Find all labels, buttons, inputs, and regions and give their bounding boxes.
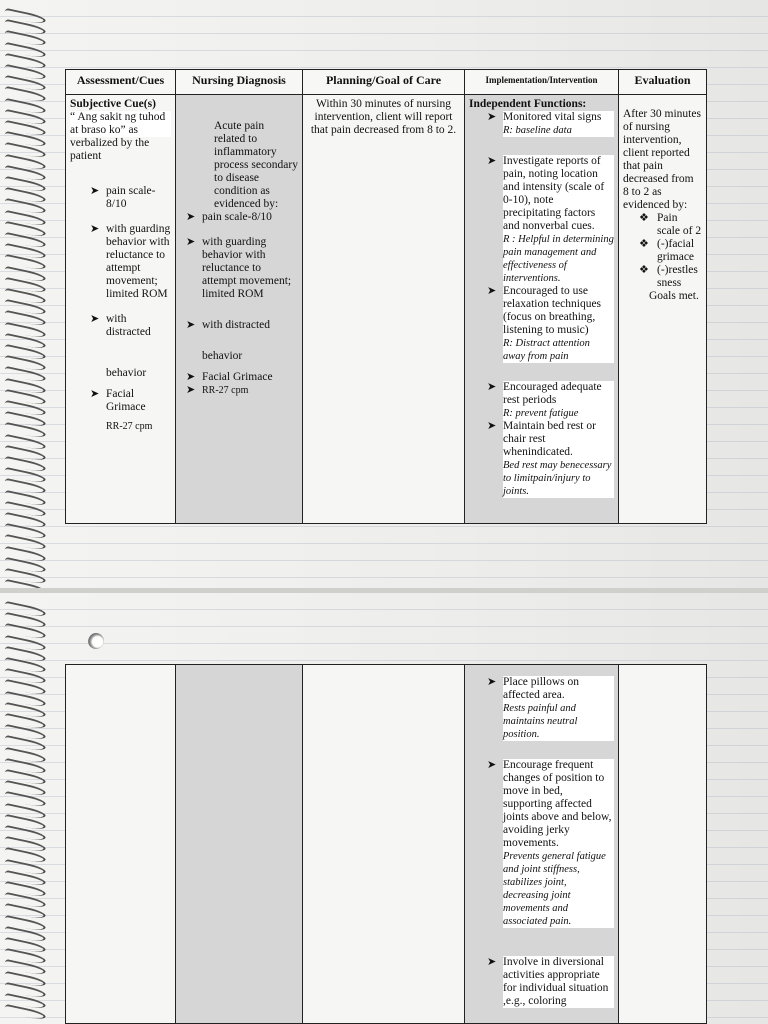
list-item [485,420,614,498]
cue-text: with distracted [106,313,151,338]
list-item: ❖ (-)restlessness [639,264,702,290]
planning-cell-empty [303,665,465,1024]
intervention-action: ➤ Encouraged adequate rest periods [503,381,614,407]
evaluation-list [639,212,702,290]
list-item [485,956,614,1008]
list-item: ❖ (-)facial grimace [639,238,702,264]
list-item [485,759,614,928]
assessment-cell-empty [66,665,176,1024]
spiral-binding [0,593,48,1024]
intervention-rationale: Prevents general fatigue and joint stiffness, stabilizes joint, decreasing joint movements and associated pain. [503,850,614,928]
intervention-action: ➤ Monitored vital signs [503,111,614,124]
header-diagnosis: Nursing Diagnosis [176,70,303,95]
list-item: ➤ pain scale-8/10 [184,211,298,224]
intervention-rationale: R: baseline data [503,124,614,137]
evaluation-cell [619,95,707,524]
diagnosis-text: behavior [202,350,243,362]
list-item: ❖ Pain scale of 2 [639,212,702,238]
intervention-rationale: Bed rest may benecessary to limitpain/injury to joints. [503,459,614,498]
table-header-row [66,70,707,95]
punch-hole [88,633,104,649]
independent-functions-title: Independent Functions: [469,98,587,110]
list-item [88,313,171,380]
list-item [485,111,614,137]
cue-text: behavior [106,367,147,379]
intervention-action: ➤ Involve in diversional activities appropriate for individual situation ,e.g., coloring [503,956,614,1008]
ncp-table [65,69,707,524]
list-item: ➤ Facial Grimace [184,371,298,384]
assessment-cue-list [88,185,171,414]
list-item [485,676,614,741]
intervention-action: ➤ Place pillows on affected area. [503,676,614,702]
subjective-cue-title: Subjective Cue(s) [70,98,156,110]
header-implementation: Implementation/Intervention [465,70,619,95]
implementation-cell-continued [465,665,619,1024]
list-item [485,155,614,285]
list-item: ➤ Facial Grimace [88,388,171,414]
intervention-action: ➤ Encouraged to use relaxation techniques (focus on breathing, listening to music) [503,285,614,337]
list-item [184,319,298,363]
intervention-list-continued [485,676,614,1008]
diagnosis-cell-empty [176,665,303,1024]
planning-cell [303,95,465,524]
evaluation-cell-empty [619,665,707,1024]
evaluation-result: Goals met. [649,290,699,302]
patient-quote: “ Ang sakit ng tuhod at braso ko” as [70,111,171,137]
verbalized-text: verbalized by the patient [70,137,150,162]
intervention-action: ➤ Encourage frequent changes of position to move in bed, supporting affected joints above and below, avoiding jerky movements. [503,759,614,850]
assessment-cell [66,95,176,524]
list-item: ➤ pain scale-8/10 [88,185,171,211]
intervention-rationale: R: prevent fatigue [503,407,614,420]
list-item [485,381,614,420]
ncp-table-continued [65,664,707,1024]
list-item: ➤ with guarding behavior with reluctance to attempt movement; limited ROM [184,236,298,301]
planning-text: Within 30 minutes of nursing intervention, client will report that pain decreased from 8 to 2. [310,98,457,136]
intervention-rationale: R: Distract attention away from pain [503,337,614,363]
list-item [485,285,614,363]
list-item: ➤ with guarding behavior with reluctance to attempt movement; limited ROM [88,223,171,301]
diagnosis-cell [176,95,303,524]
diagnosis-intro: Acute pain related to inflammatory process secondary to disease condition as evidenced by: [214,120,298,210]
intervention-rationale: R : Helpful in determining pain management and effectiveness of interventions. [503,234,614,284]
implementation-cell [465,95,619,524]
table-row [66,95,707,524]
intervention-action: ➤ Maintain bed rest or chair rest whenindicated. [503,420,614,459]
header-evaluation: Evaluation [619,70,707,95]
list-item: ➤ RR-27 cpm [184,384,298,397]
table-row [66,665,707,1024]
rr-text: RR-27 cpm [106,421,153,432]
diagnosis-text: with distracted [202,319,271,331]
spiral-binding [0,0,48,590]
intervention-rationale: Rests painful and maintains neutral position. [503,702,614,741]
evaluation-intro: After 30 minutes of nursing intervention, client reported that pain decreased from 8 to 2 as evidenced by: [623,108,701,211]
intervention-action: ➤ Investigate reports of pain, noting location and intensity (scale of 0-10), note precipitating factors and nonverbal cues. [503,155,614,233]
header-planning: Planning/Goal of Care [303,70,465,95]
intervention-list [485,111,614,498]
notebook-page-2 [0,593,768,1024]
header-assessment: Assessment/Cues [66,70,176,95]
diagnosis-list [184,211,298,397]
